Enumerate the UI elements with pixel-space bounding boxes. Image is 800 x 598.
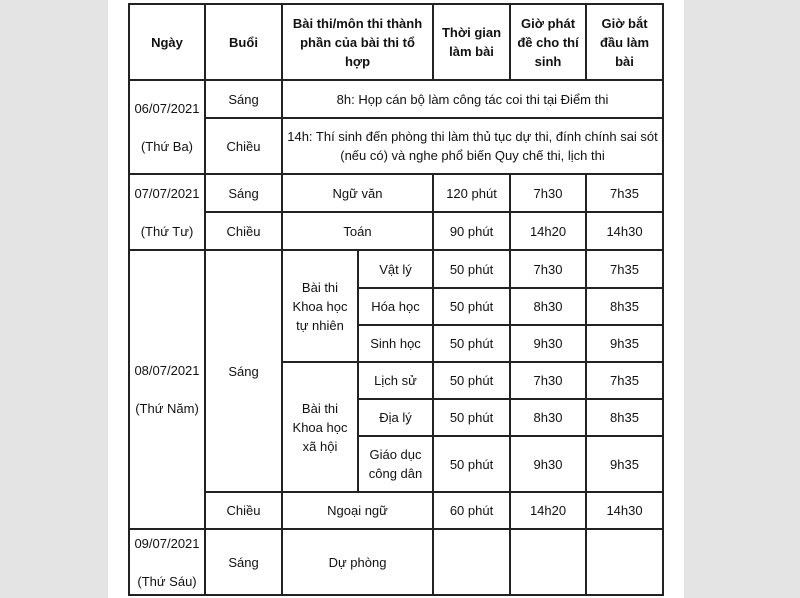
header-subject: Bài thi/môn thi thành phần của bài thi tổ hợp	[282, 4, 433, 80]
date-text: 09/07/2021	[134, 535, 200, 551]
date-text: 07/07/2021	[134, 185, 200, 201]
exam-schedule-table	[128, 3, 664, 596]
date-text: 08/07/2021	[134, 363, 200, 378]
duration-cell: 120 phút	[433, 174, 510, 212]
subject-cell: Toán	[282, 212, 433, 250]
subject-cell: Ngoại ngữ	[282, 492, 433, 529]
paper-time-cell: 9h30	[510, 436, 586, 492]
start-time-cell: 9h35	[586, 436, 663, 492]
group-cell-social-science: Bài thi Khoa học xã hội	[282, 362, 358, 492]
table-row	[129, 118, 663, 174]
paper-time-cell	[510, 529, 586, 595]
header-row	[129, 4, 663, 80]
paper-time-cell: 14h20	[510, 492, 586, 529]
session-cell: Chiều	[205, 212, 282, 250]
date-cell	[129, 174, 205, 250]
header-session: Buổi	[205, 4, 282, 80]
table-row	[129, 80, 663, 118]
start-time-cell: 8h35	[586, 288, 663, 325]
table-row	[129, 212, 663, 250]
duration-cell	[433, 529, 510, 595]
duration-cell: 50 phút	[433, 250, 510, 288]
paper-time-cell: 7h30	[510, 174, 586, 212]
subject-cell: Lịch sử	[358, 362, 433, 399]
duration-cell: 50 phút	[433, 325, 510, 362]
note-cell: 8h: Họp cán bộ làm công tác coi thi tại Điểm thi	[282, 80, 663, 118]
session-cell: Sáng	[205, 174, 282, 212]
subject-cell: Dự phòng	[282, 529, 433, 595]
subject-cell: Ngữ văn	[282, 174, 433, 212]
table-row	[129, 174, 663, 212]
session-cell: Sáng	[205, 250, 282, 492]
session-cell: Sáng	[205, 529, 282, 595]
duration-cell: 50 phút	[433, 399, 510, 436]
start-time-cell: 14h30	[586, 212, 663, 250]
note-cell: 14h: Thí sinh đến phòng thi làm thủ tục dự thi, đính chính sai sót (nếu có) và nghe phổ biến Quy chế thi, lịch thi	[282, 118, 663, 174]
paper-time-cell: 7h30	[510, 362, 586, 399]
subject-cell: Địa lý	[358, 399, 433, 436]
weekday-text: (Thứ Năm)	[135, 401, 199, 416]
start-time-cell: 14h30	[586, 492, 663, 529]
start-time-cell: 7h35	[586, 174, 663, 212]
weekday-text: (Thứ Sáu)	[137, 573, 197, 589]
subject-cell: Hóa học	[358, 288, 433, 325]
start-time-cell: 8h35	[586, 399, 663, 436]
paper-time-cell: 8h30	[510, 288, 586, 325]
weekday-text: (Thứ Ba)	[140, 138, 194, 154]
date-cell	[129, 250, 205, 529]
paper-time-cell: 9h30	[510, 325, 586, 362]
weekday-text: (Thứ Tư)	[140, 223, 194, 239]
header-start-time: Giờ bắt đầu làm bài	[586, 4, 663, 80]
table-row	[129, 492, 663, 529]
session-cell: Sáng	[205, 80, 282, 118]
subject-cell: Sinh học	[358, 325, 433, 362]
table-row	[129, 529, 663, 595]
session-cell: Chiều	[205, 118, 282, 174]
start-time-cell: 7h35	[586, 250, 663, 288]
duration-cell: 90 phút	[433, 212, 510, 250]
date-cell	[129, 529, 205, 595]
table-row	[129, 250, 663, 288]
date-cell	[129, 80, 205, 174]
session-cell: Chiều	[205, 492, 282, 529]
start-time-cell: 7h35	[586, 362, 663, 399]
duration-cell: 50 phút	[433, 288, 510, 325]
subject-cell: Giáo dục công dân	[358, 436, 433, 492]
duration-cell: 60 phút	[433, 492, 510, 529]
group-cell-natural-science: Bài thi Khoa học tự nhiên	[282, 250, 358, 362]
start-time-cell	[586, 529, 663, 595]
duration-cell: 50 phút	[433, 436, 510, 492]
duration-cell: 50 phút	[433, 362, 510, 399]
date-text: 06/07/2021	[134, 100, 200, 116]
header-duration: Thời gian làm bài	[433, 4, 510, 80]
header-paper-time: Giờ phát đề cho thí sinh	[510, 4, 586, 80]
start-time-cell: 9h35	[586, 325, 663, 362]
subject-cell: Vật lý	[358, 250, 433, 288]
paper-time-cell: 7h30	[510, 250, 586, 288]
paper-time-cell: 14h20	[510, 212, 586, 250]
header-date: Ngày	[129, 4, 205, 80]
paper-time-cell: 8h30	[510, 399, 586, 436]
